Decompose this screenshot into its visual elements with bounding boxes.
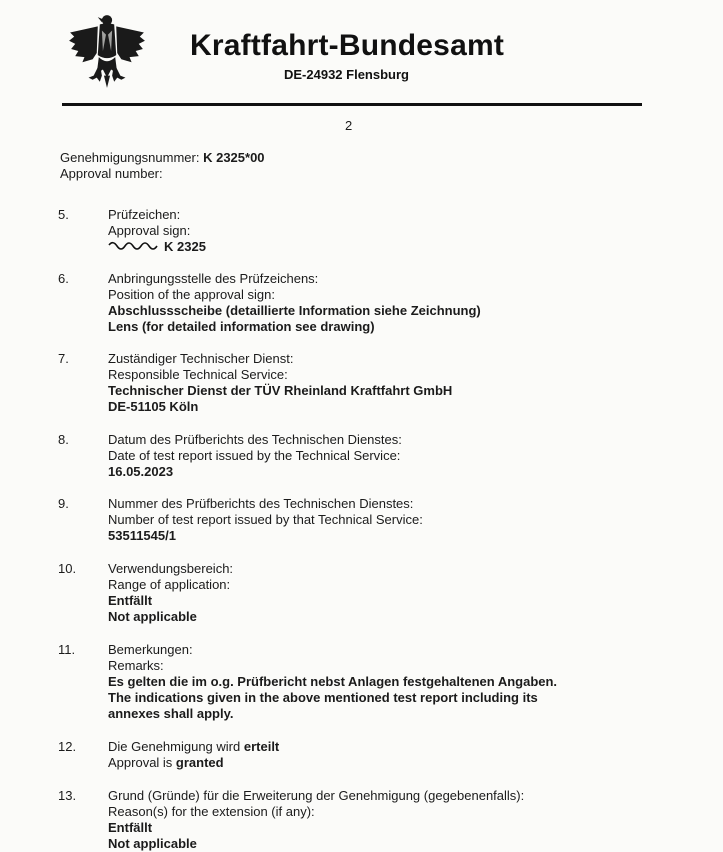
approval-sign-value: K 2325: [164, 239, 206, 254]
item-value-en: Lens (for detailed information see drawing): [108, 319, 375, 334]
item-label-de: Nummer des Prüfberichts des Technischen Dienstes:: [108, 496, 414, 511]
item-value-line-3: annexes shall apply.: [108, 706, 234, 721]
item-value-line-2: The indications given in the above mentioned test report including its: [108, 690, 538, 705]
item-label-de: Verwendungsbereich:: [108, 561, 234, 576]
federal-eagle-icon: [66, 10, 148, 92]
item-value-de: Abschlussscheibe (detaillierte Information siehe Zeichnung): [108, 303, 481, 318]
approval-status-de: [108, 739, 708, 755]
item-value: 53511545/1: [108, 528, 176, 543]
item-label-de: Bemerkungen:: [108, 642, 193, 657]
item-number: 6.: [58, 271, 69, 286]
item-value-de: Entfällt: [108, 593, 153, 608]
item-label-en: Remarks:: [108, 658, 164, 673]
item-label-de: Grund (Gründe) für die Erweiterung der Genehmigung (gegebenenfalls):: [108, 788, 525, 803]
item-value-line-1: Technischer Dienst der TÜV Rheinland Kraftfahrt GmbH: [108, 383, 453, 398]
item-value-en: Not applicable: [108, 836, 197, 851]
item-value-line-1: Es gelten die im o.g. Prüfbericht nebst Anlagen festgehaltenen Angaben.: [108, 674, 558, 689]
approval-status-de-value: erteilt: [243, 739, 280, 754]
approval-status-en-text: Approval is: [108, 755, 176, 770]
approval-number-label-en: Approval number:: [60, 166, 163, 181]
page-number: 2: [345, 118, 353, 133]
page-title: Kraftfahrt-Bundesamt: [190, 29, 505, 62]
approval-status-en: [108, 755, 708, 771]
item-number: 12.: [58, 739, 77, 754]
item-number: 8.: [58, 432, 69, 447]
approval-wave-symbol-icon: [108, 241, 160, 253]
approval-status-en-value: granted: [175, 755, 224, 770]
item-number: 5.: [58, 207, 69, 222]
item-label-en: Responsible Technical Service:: [108, 367, 288, 382]
item-number: 9.: [58, 496, 69, 511]
item-number: 13.: [58, 788, 77, 803]
item-label-de: Zuständiger Technischer Dienst:: [108, 351, 294, 366]
item-value-line-2: DE-51105 Köln: [108, 399, 199, 414]
item-label-en: Number of test report issued by that Technical Service:: [108, 512, 423, 527]
header-divider: [62, 103, 642, 106]
item-number: 11.: [58, 642, 76, 657]
approval-status-de-text: Die Genehmigung wird: [108, 739, 244, 754]
approval-number-label-de: Genehmigungsnummer:: [60, 150, 200, 165]
item-label-de: Prüfzeichen:: [108, 207, 181, 222]
item-value-de: Entfällt: [108, 820, 153, 835]
approval-number-block: [60, 150, 265, 182]
item-value-en: Not applicable: [108, 609, 197, 624]
approval-number-value: K 2325*00: [203, 150, 265, 165]
item-label-en: Position of the approval sign:: [108, 287, 275, 302]
item-label-en: Date of test report issued by the Technical Service:: [108, 448, 401, 463]
item-value: 16.05.2023: [108, 464, 174, 479]
item-label-en: Range of application:: [108, 577, 231, 592]
item-label-de: Anbringungsstelle des Prüfzeichens:: [108, 271, 319, 286]
item-label-de: Datum des Prüfberichts des Technischen Dienstes:: [108, 432, 402, 447]
item-number: 7.: [58, 351, 69, 366]
authority-address: DE-24932 Flensburg: [284, 67, 409, 82]
item-label-en: Reason(s) for the extension (if any):: [108, 804, 315, 819]
item-label-en: Approval sign:: [108, 223, 191, 238]
item-number: 10.: [58, 561, 77, 576]
